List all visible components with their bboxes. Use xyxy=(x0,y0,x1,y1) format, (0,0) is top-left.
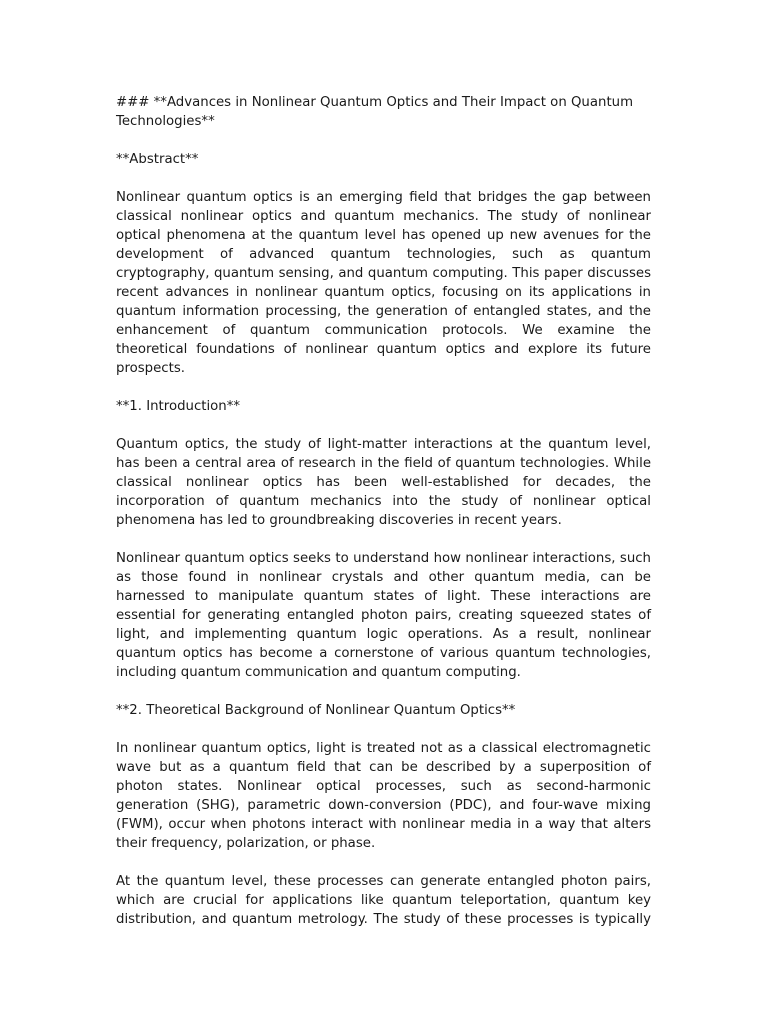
section-2-heading: **2. Theoretical Background of Nonlinear Quantum Optics** xyxy=(116,703,516,718)
section-1-paragraph-1: Quantum optics, the study of light-matter interactions at the quantum level, has been a central area of research in the field of quantum technologies. While classical nonlinear optics has been well-established for decades, the incorporation of quantum mechanics into the study of nonlinear optical phenomena has led to groundbreaking discoveries in recent years. xyxy=(116,437,651,528)
section-1-paragraph-2: Nonlinear quantum optics seeks to understand how nonlinear interactions, such as those found in nonlinear crystals and other quantum media, can be harnessed to manipulate quantum states of light. These interactions are essential for generating entangled photon pairs, creating squeezed states of light, and implementing quantum logic operations. As a result, nonlinear quantum optics has become a cornerstone of various quantum technologies, including quantum communication and quantum computing. xyxy=(116,551,651,680)
abstract-paragraph: Nonlinear quantum optics is an emerging field that bridges the gap between classical nonlinear optics and quantum mechanics. The study of nonlinear optical phenomena at the quantum level has opened up new avenues for the development of advanced quantum technologies, such as quantum cryptography, quantum sensing, and quantum computing. This paper discusses recent advances in nonlinear quantum optics, focusing on its applications in quantum information processing, the generation of entangled states, and the enhancement of quantum communication protocols. We examine the theoretical foundations of nonlinear quantum optics and explore its future prospects. xyxy=(116,190,651,376)
section-1-heading: **1. Introduction** xyxy=(116,399,241,414)
document-title: ### **Advances in Nonlinear Quantum Optics and Their Impact on Quantum Technologies** xyxy=(116,95,634,129)
document-page xyxy=(116,93,651,948)
section-2-paragraph-1: In nonlinear quantum optics, light is treated not as a classical electromagnetic wave but as a quantum field that can be described by a superposition of photon states. Nonlinear optical processes, such as second-harmonic generation (SHG), parametric down-conversion (PDC), and four-wave mixing (FWM), occur when photons interact with nonlinear media in a way that alters their frequency, polarization, or phase. xyxy=(116,741,651,851)
abstract-heading: **Abstract** xyxy=(116,152,199,167)
section-2-paragraph-2: At the quantum level, these processes can generate entangled photon pairs, which are crucial for applications like quantum teleportation, quantum key distribution, and quantum metrology. The study of these processes is typically xyxy=(116,874,651,927)
